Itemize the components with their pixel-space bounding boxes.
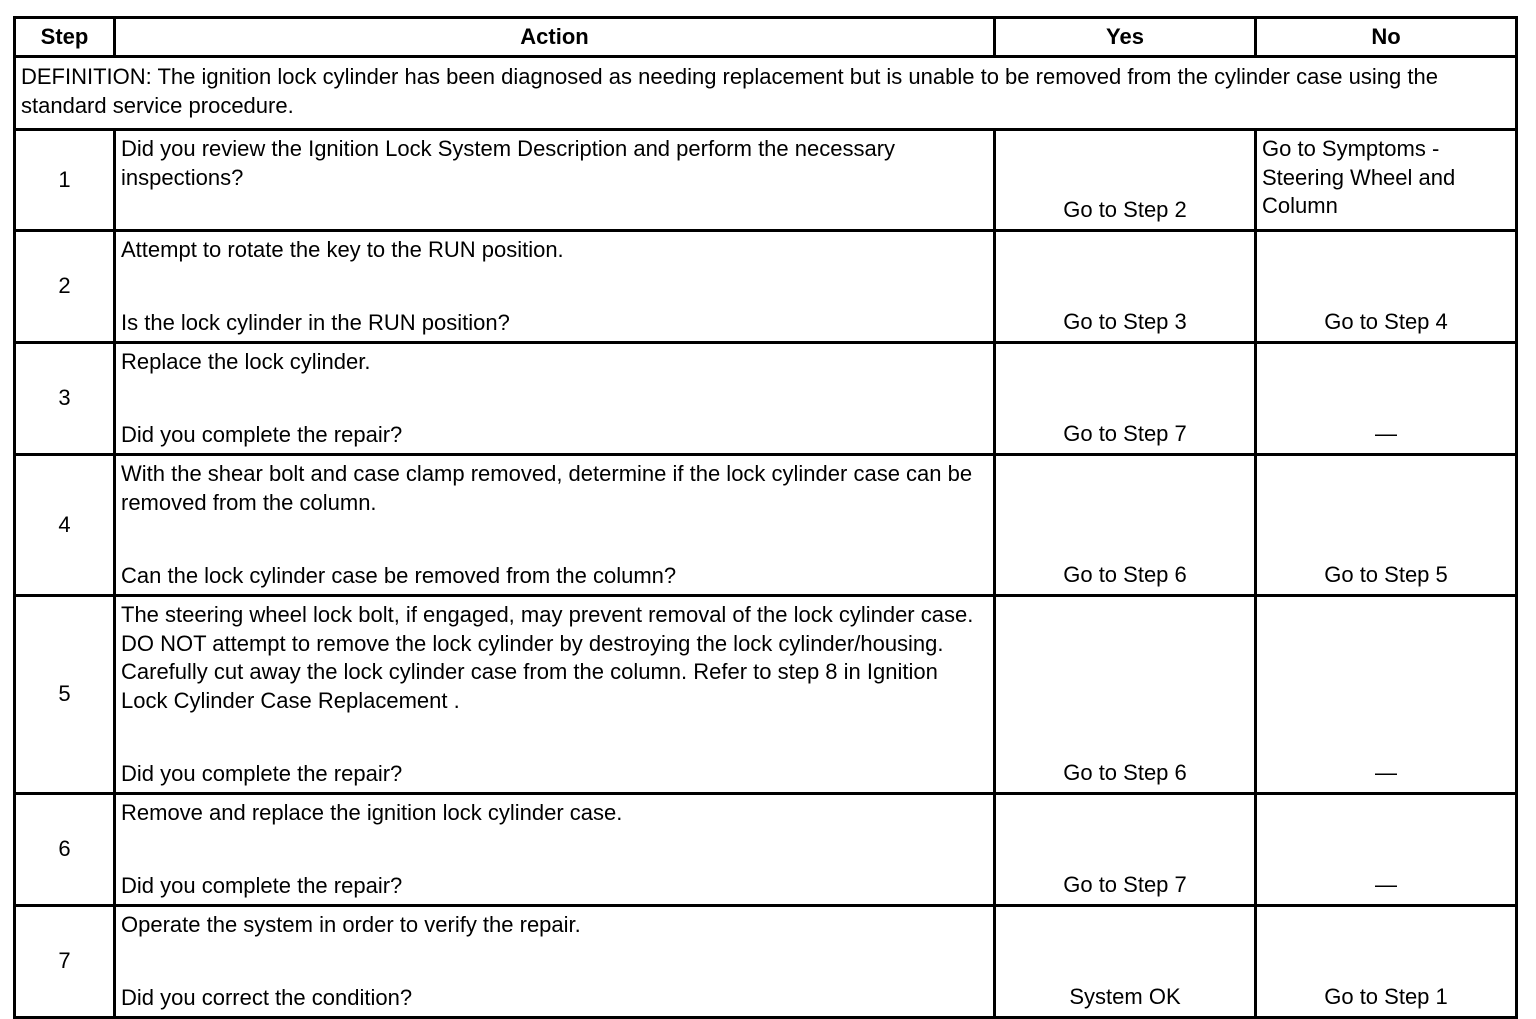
diagnostic-table — [13, 16, 1518, 1019]
action-block — [121, 799, 989, 900]
yes-cell: Go to Step 6 — [995, 596, 1256, 794]
table-row — [15, 130, 1517, 231]
no-cell: Go to Step 1 — [1256, 906, 1517, 1018]
yes-cell: Go to Step 7 — [995, 343, 1256, 455]
no-cell: Go to Step 4 — [1256, 231, 1517, 343]
no-cell: Go to Step 5 — [1256, 455, 1517, 596]
step-number: 1 — [15, 130, 115, 231]
action-instruction: Remove and replace the ignition lock cylinder case. — [121, 800, 623, 825]
step-number: 3 — [15, 343, 115, 455]
header-no: No — [1256, 18, 1517, 57]
action-instruction: With the shear bolt and case clamp removed, determine if the lock cylinder case can be removed from the column. — [121, 461, 973, 515]
action-question: Did you complete the repair? — [121, 421, 403, 447]
step-number: 2 — [15, 231, 115, 343]
action-instruction: Operate the system in order to verify the repair. — [121, 912, 581, 937]
action-cell — [115, 455, 995, 596]
table-row — [15, 596, 1517, 794]
action-cell — [115, 906, 995, 1018]
step-number: 5 — [15, 596, 115, 794]
header-row — [15, 18, 1517, 57]
definition-row — [15, 57, 1517, 130]
action-instruction: The steering wheel lock bolt, if engaged, may prevent removal of the lock cylinder case. DO NOT attempt to remove the lock cylinder by destroying the lock cylinder/housing. Carefully cut away the lock cylinder case from the column. Refer to step 8 in Ignition Lock Cylinder Case Replacement . — [121, 602, 974, 713]
definition-text: DEFINITION: The ignition lock cylinder has been diagnosed as needing replacement but is unable to be removed from the cylinder case using the standard service procedure. — [15, 57, 1517, 130]
yes-cell: System OK — [995, 906, 1256, 1018]
action-question: Did you correct the condition? — [121, 984, 413, 1010]
action-block — [121, 348, 989, 449]
header-yes: Yes — [995, 18, 1256, 57]
table-row — [15, 906, 1517, 1018]
table-row — [15, 794, 1517, 906]
action-block — [121, 460, 989, 590]
yes-cell: Go to Step 2 — [995, 130, 1256, 231]
action-instruction: Replace the lock cylinder. — [121, 349, 371, 374]
diagnostic-table-sheet — [13, 16, 1518, 1019]
action-block — [121, 601, 989, 788]
action-cell — [115, 343, 995, 455]
action-cell — [115, 794, 995, 906]
yes-cell: Go to Step 6 — [995, 455, 1256, 596]
action-cell — [115, 231, 995, 343]
action-question: Did you complete the repair? — [121, 760, 403, 786]
action-question: Did you review the Ignition Lock System Description and perform the necessary inspections? — [121, 136, 896, 190]
no-cell: — — [1256, 343, 1517, 455]
action-question: Is the lock cylinder in the RUN position? — [121, 309, 510, 335]
action-question: Did you complete the repair? — [121, 872, 403, 898]
header-action: Action — [115, 18, 995, 57]
action-block — [121, 911, 989, 1012]
no-cell: Go to Symptoms - Steering Wheel and Column — [1256, 130, 1517, 231]
action-block — [121, 236, 989, 337]
action-cell — [115, 596, 995, 794]
header-step: Step — [15, 18, 115, 57]
yes-cell: Go to Step 7 — [995, 794, 1256, 906]
action-instruction: Attempt to rotate the key to the RUN position. — [121, 237, 564, 262]
no-cell: — — [1256, 794, 1517, 906]
action-question: Can the lock cylinder case be removed from the column? — [121, 562, 677, 588]
yes-cell: Go to Step 3 — [995, 231, 1256, 343]
table-row — [15, 343, 1517, 455]
table-row — [15, 455, 1517, 596]
step-number: 4 — [15, 455, 115, 596]
step-number: 7 — [15, 906, 115, 1018]
table-row — [15, 231, 1517, 343]
no-cell: — — [1256, 596, 1517, 794]
step-number: 6 — [15, 794, 115, 906]
action-cell — [115, 130, 995, 231]
